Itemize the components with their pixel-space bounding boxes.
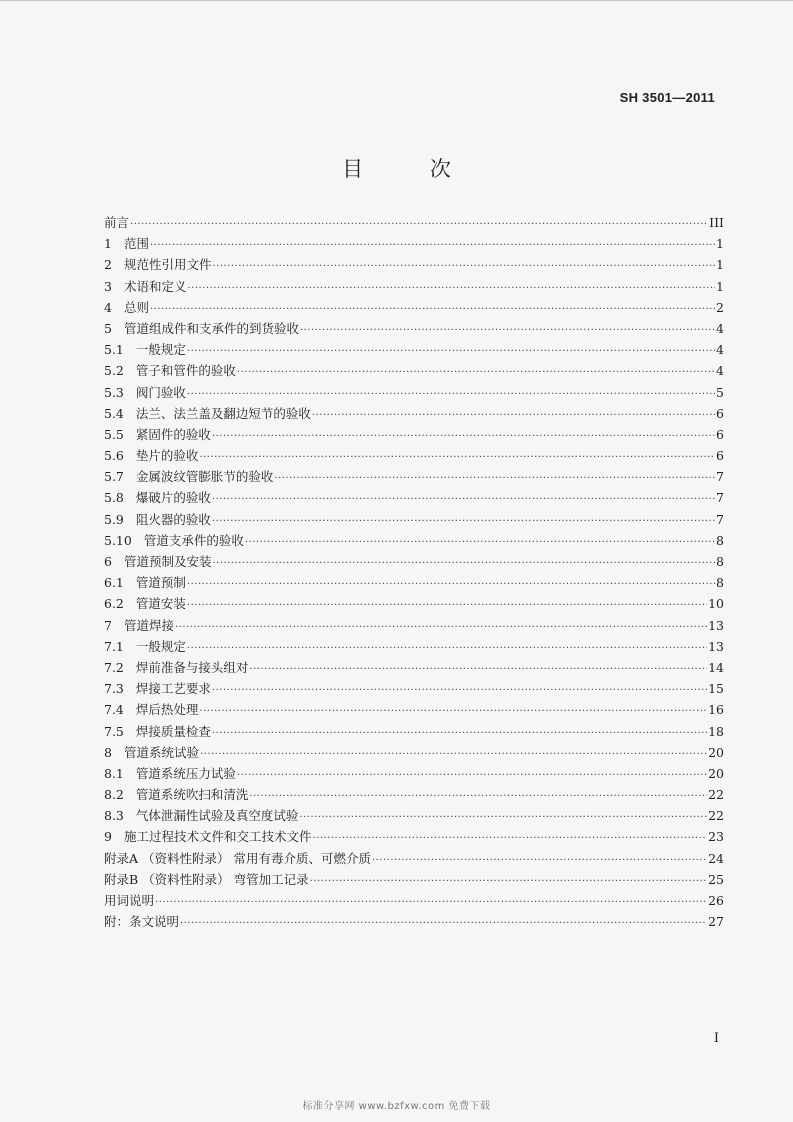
toc-entry-label (104, 700, 198, 718)
toc-entry-number: 8.2 (104, 787, 124, 803)
table-of-contents (104, 213, 724, 933)
toc-entry[interactable] (104, 552, 724, 573)
toc-entry-page: 15 (708, 681, 724, 697)
toc-entry-page: 2 (716, 299, 724, 315)
toc-entry-page: 8 (716, 554, 724, 569)
toc-entry-text: 管道焊接 (123, 617, 174, 633)
toc-entry-text: 施工过程技术文件和交工技术文件 (123, 829, 312, 845)
toc-entry-page: 8 (716, 532, 724, 548)
toc-entry-number: 3 (104, 278, 112, 294)
toc-entry-number: 7.4 (104, 702, 124, 718)
toc-entry-label (104, 340, 186, 358)
toc-dot-leader (212, 685, 707, 696)
toc-entry[interactable] (104, 510, 724, 531)
toc-entry-page: 6 (716, 426, 724, 442)
toc-dot-leader (300, 325, 715, 336)
toc-entry-text: 紧固件的验收 (135, 426, 211, 442)
toc-entry-text: 范围 (123, 236, 149, 252)
toc-entry[interactable] (104, 234, 724, 255)
toc-entry-label (104, 425, 211, 443)
toc-entry-text: 附：条文说明 (104, 914, 180, 930)
toc-entry-label (104, 637, 186, 655)
toc-entry-number: 7 (104, 617, 112, 633)
toc-dot-leader (245, 537, 715, 548)
toc-dot-leader (150, 240, 715, 251)
toc-entry-number: 5.7 (104, 469, 124, 485)
toc-entry-page: 26 (708, 893, 724, 908)
toc-entry[interactable] (104, 255, 724, 276)
toc-entry-number: 9 (104, 829, 112, 845)
toc-entry-page: 20 (708, 744, 724, 760)
toc-dot-leader (310, 876, 707, 887)
toc-entry-page: 25 (708, 871, 724, 887)
toc-entry-page: 5 (716, 384, 724, 400)
toc-dot-leader (212, 558, 715, 569)
toc-entry[interactable] (104, 849, 724, 870)
toc-entry-text: 管道系统试验 (123, 744, 199, 760)
toc-entry-page: 22 (708, 787, 724, 803)
toc-entry-page: 7 (716, 490, 724, 506)
toc-dot-leader (187, 389, 715, 400)
toc-entry-page: 1 (716, 257, 724, 273)
toc-entry[interactable] (104, 891, 724, 912)
toc-entry-text: 用词说明 (104, 893, 155, 908)
toc-entry-number: 5 (104, 320, 112, 336)
toc-entry-label (104, 319, 299, 337)
toc-entry-number: 5.2 (104, 363, 124, 379)
toc-entry-page: 4 (716, 363, 724, 379)
toc-entry-label (104, 488, 211, 506)
toc-entry-text: 前言 (104, 215, 130, 230)
toc-entry-number: 8 (104, 744, 112, 760)
toc-dot-leader (212, 261, 715, 272)
toc-entry-label (104, 446, 198, 464)
toc-dot-leader (212, 431, 715, 442)
toc-dot-leader (212, 516, 715, 527)
toc-entry[interactable] (104, 319, 724, 340)
toc-entry-label (104, 679, 211, 697)
toc-entry[interactable] (104, 870, 724, 891)
toc-entry-number: 5.4 (104, 405, 124, 421)
toc-entry-text: 焊接工艺要求 (135, 681, 211, 697)
toc-entry-number: 6 (104, 554, 112, 569)
toc-entry[interactable] (104, 827, 724, 848)
toc-entry-label (104, 552, 211, 570)
toc-entry-number: 6.2 (104, 596, 124, 612)
toc-dot-leader (130, 219, 708, 230)
toc-entry-text: 管道预制 (135, 575, 186, 591)
toc-entry-page: 8 (716, 575, 724, 591)
toc-entry-number: 8.1 (104, 765, 124, 781)
toc-entry-number: 5.3 (104, 384, 124, 400)
toc-entry-label (104, 467, 273, 485)
toc-entry-page: III (709, 215, 724, 230)
toc-entry[interactable] (104, 361, 724, 382)
toc-dot-leader (199, 452, 715, 463)
toc-dot-leader (312, 833, 707, 844)
toc-entry-page: 16 (708, 702, 724, 718)
toc-entry-label (104, 806, 298, 824)
toc-entry-text: 焊后热处理 (135, 702, 199, 718)
toc-dot-leader (187, 283, 715, 294)
toc-entry-page: 4 (716, 342, 724, 358)
toc-entry-label (104, 658, 248, 676)
toc-dot-leader (187, 600, 707, 611)
toc-entry[interactable] (104, 806, 724, 827)
toc-entry-page: 18 (708, 723, 724, 739)
toc-entry-text: 法兰、法兰盖及翻边短节的验收 (135, 405, 311, 421)
toc-entry-number: 7.5 (104, 723, 124, 739)
toc-entry-label (104, 361, 236, 379)
toc-entry-label (104, 510, 211, 528)
toc-entry-number: 6.1 (104, 575, 124, 591)
toc-entry-page: 24 (708, 850, 724, 866)
toc-entry-text: 管道预制及安装 (123, 554, 212, 569)
toc-entry-text: 一般规定 (135, 342, 186, 358)
toc-entry-page: 4 (716, 320, 724, 336)
toc-entry-text: 附录A （资料性附录） 常用有毒介质、可燃介质 (104, 850, 371, 866)
toc-entry-label (104, 298, 149, 316)
toc-entry-number: 5.5 (104, 426, 124, 442)
toc-entry-page: 1 (716, 278, 724, 294)
toc-entry-text: 管道安装 (135, 596, 186, 612)
toc-entry[interactable] (104, 658, 724, 679)
toc-dot-leader (237, 367, 715, 378)
toc-entry-label (104, 827, 311, 845)
toc-entry-number: 5.9 (104, 511, 124, 527)
toc-dot-leader (212, 728, 707, 739)
toc-entry-text: 管道组成件和支承件的到货验收 (123, 320, 299, 336)
toc-entry-text: 气体泄漏性试验及真空度试验 (135, 808, 299, 824)
toc-entry-text: 焊接质量检查 (135, 723, 211, 739)
toc-entry-text: 垫片的验收 (135, 448, 199, 464)
toc-entry[interactable] (104, 277, 724, 298)
toc-entry-number: 5.6 (104, 448, 124, 464)
toc-entry-number: 7.2 (104, 659, 124, 675)
toc-entry[interactable] (104, 594, 724, 615)
toc-entry-text: 阀门验收 (135, 384, 186, 400)
page-number: I (713, 1031, 719, 1046)
toc-dot-leader (199, 706, 707, 717)
toc-entry-page: 13 (708, 617, 724, 633)
toc-entry-number: 4 (104, 299, 112, 315)
toc-entry-label (104, 213, 129, 231)
toc-dot-leader (150, 304, 715, 315)
toc-entry[interactable] (104, 722, 724, 743)
toc-entry-label (104, 722, 211, 740)
toc-entry-text: 一般规定 (135, 638, 186, 654)
toc-entry-label (104, 573, 186, 591)
watermark-text: 标准分享网 www.bzfxw.com 免费下载 (302, 1101, 491, 1112)
toc-entry[interactable] (104, 340, 724, 361)
toc-entry[interactable] (104, 700, 724, 721)
toc-entry[interactable] (104, 912, 724, 933)
toc-entry-label (104, 616, 174, 634)
toc-entry-label (104, 912, 179, 930)
toc-entry-text: 管道支承件的验收 (143, 532, 244, 548)
toc-entry-page: 22 (708, 808, 724, 824)
toc-entry-text: 术语和定义 (123, 278, 187, 294)
toc-entry-page: 7 (716, 511, 724, 527)
toc-entry[interactable] (104, 679, 724, 700)
toc-entry-page: 27 (708, 914, 724, 930)
toc-dot-leader (212, 494, 715, 505)
toc-entry-text: 总则 (123, 299, 149, 315)
page-title: 目 次 (342, 157, 481, 181)
toc-entry[interactable] (104, 573, 724, 594)
toc-entry[interactable] (104, 743, 724, 764)
toc-entry-label (104, 870, 309, 888)
toc-entry-page: 20 (708, 765, 724, 781)
toc-entry-label (104, 531, 244, 549)
toc-entry[interactable] (104, 764, 724, 785)
toc-dot-leader (299, 812, 707, 823)
toc-dot-leader (175, 622, 707, 633)
toc-entry-text: 管道系统吹扫和清洗 (135, 787, 249, 803)
toc-entry-page: 1 (716, 236, 724, 252)
toc-dot-leader (249, 791, 707, 802)
toc-entry-text: 管道系统压力试验 (135, 765, 236, 781)
toc-entry[interactable] (104, 404, 724, 425)
toc-entry-page: 10 (708, 596, 724, 612)
toc-entry-label (104, 383, 186, 401)
toc-entry-text: 附录B （资料性附录） 弯管加工记录 (104, 871, 309, 887)
toc-entry-number: 8.3 (104, 808, 124, 824)
toc-dot-leader (237, 770, 707, 781)
toc-entry-text: 焊前准备与接头组对 (135, 659, 249, 675)
toc-dot-leader (274, 473, 715, 484)
toc-entry[interactable] (104, 531, 724, 552)
toc-entry[interactable] (104, 467, 724, 488)
toc-entry-page: 13 (708, 638, 724, 654)
toc-entry-text: 规范性引用文件 (123, 257, 212, 273)
toc-entry-text: 金属波纹管膨胀节的验收 (135, 469, 274, 485)
toc-dot-leader (187, 643, 707, 654)
toc-entry-label (104, 764, 236, 782)
toc-entry-number: 7.3 (104, 681, 124, 697)
toc-entry-number: 1 (104, 236, 112, 252)
toc-entry[interactable] (104, 383, 724, 404)
toc-dot-leader (312, 410, 715, 421)
toc-entry-text: 阻火器的验收 (135, 511, 211, 527)
toc-dot-leader (187, 579, 715, 590)
toc-entry-label (104, 234, 149, 252)
toc-entry[interactable] (104, 446, 724, 467)
toc-dot-leader (249, 664, 707, 675)
toc-entry-page: 7 (716, 469, 724, 485)
toc-entry-number: 5.10 (104, 532, 132, 548)
toc-entry[interactable] (104, 785, 724, 806)
toc-entry-page: 23 (708, 829, 724, 845)
toc-entry[interactable] (104, 488, 724, 509)
toc-entry[interactable] (104, 637, 724, 658)
toc-entry-page: 14 (708, 659, 724, 675)
toc-dot-leader (187, 346, 715, 357)
toc-entry-number: 2 (104, 257, 112, 273)
toc-entry-text: 爆破片的验收 (135, 490, 211, 506)
toc-entry-label (104, 849, 371, 867)
toc-entry-number: 7.1 (104, 638, 124, 654)
toc-entry[interactable] (104, 213, 724, 234)
toc-entry[interactable] (104, 425, 724, 446)
toc-entry-label (104, 785, 248, 803)
toc-entry[interactable] (104, 298, 724, 319)
toc-entry-label (104, 404, 311, 422)
toc-dot-leader (155, 897, 707, 908)
toc-dot-leader (200, 749, 707, 760)
toc-entry-label (104, 594, 186, 612)
toc-entry-page: 6 (716, 405, 724, 421)
toc-entry-page: 6 (716, 448, 724, 464)
toc-entry-text: 管子和管件的验收 (135, 363, 236, 379)
toc-entry-number: 5.1 (104, 342, 124, 358)
toc-entry-label (104, 255, 211, 273)
toc-entry-label (104, 891, 154, 909)
toc-entry[interactable] (104, 616, 724, 637)
toc-entry-label (104, 743, 199, 761)
toc-entry-label (104, 277, 186, 295)
standard-code: SH 3501—2011 (619, 90, 715, 105)
toc-dot-leader (372, 855, 707, 866)
toc-entry-number: 5.8 (104, 490, 124, 506)
toc-dot-leader (180, 918, 707, 929)
